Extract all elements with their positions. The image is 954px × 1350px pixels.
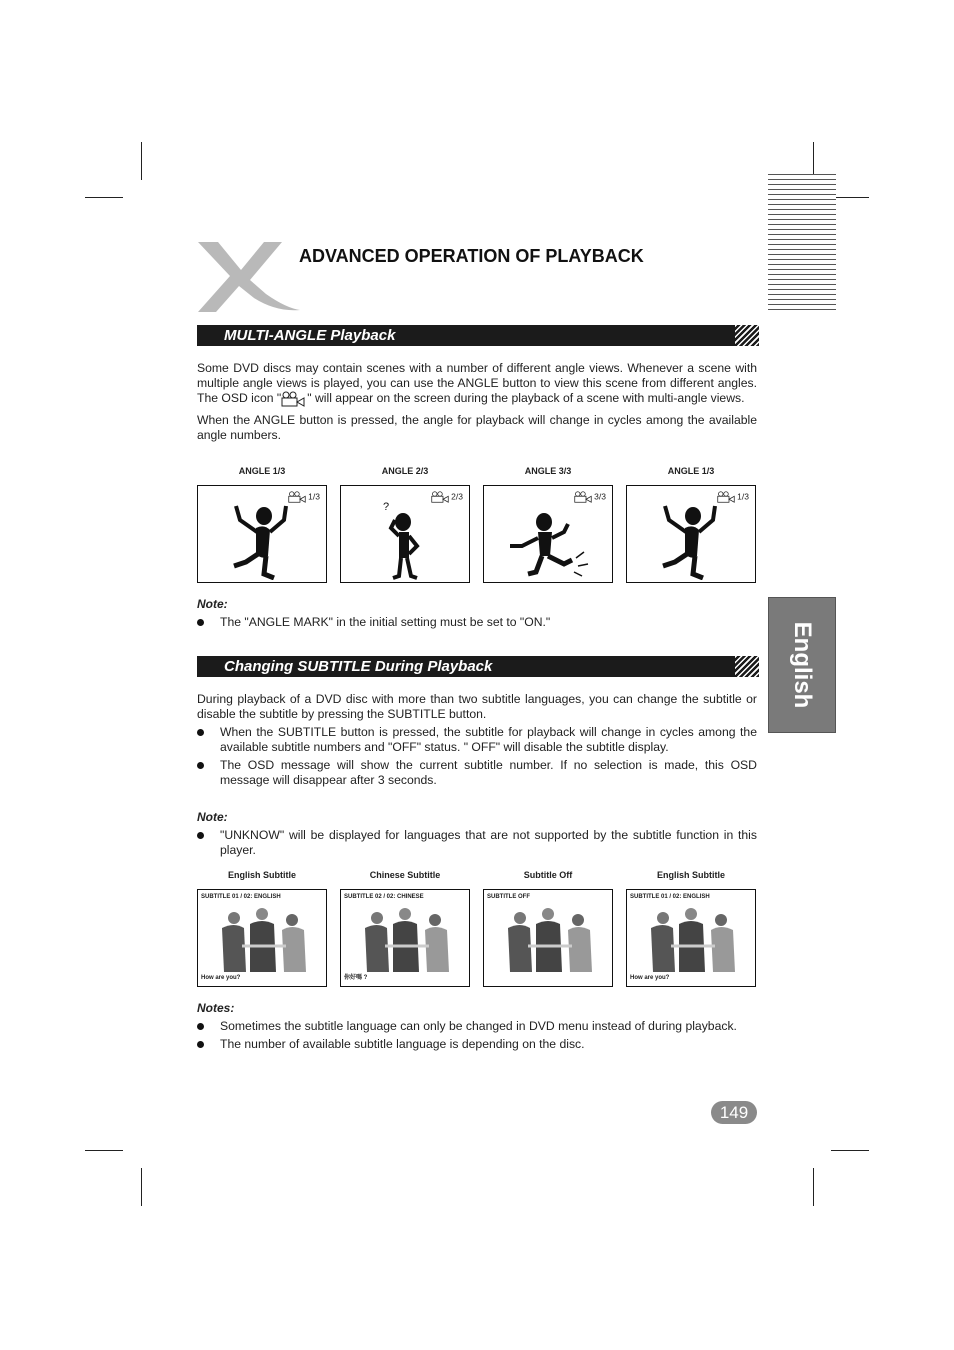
note-text: The number of available subtitle language is depending on the disc.: [220, 1037, 585, 1051]
angle-frame-2: [340, 485, 470, 583]
dancing-figure-illustration: [226, 500, 296, 580]
subtitle-frame-1: [197, 889, 327, 987]
bullet-icon: [197, 762, 204, 769]
multi-angle-intro: [197, 361, 757, 407]
angle-caption-2: ANGLE 2/3: [381, 466, 429, 476]
bullet-icon: [197, 1041, 204, 1048]
angle-caption-3: ANGLE 3/3: [524, 466, 572, 476]
section-title: Changing SUBTITLE During Playback: [224, 658, 493, 675]
angle-osd-value: 1/3: [737, 491, 749, 502]
subtitle-caption-3: Subtitle Off: [523, 870, 573, 880]
camera-angle-icon: [281, 391, 305, 407]
subtitle-text: How are you?: [630, 975, 670, 981]
crop-mark: [85, 1150, 123, 1151]
bullet-icon: [197, 1023, 204, 1030]
note-heading: Note:: [197, 810, 228, 824]
svg-text:?: ?: [383, 501, 390, 513]
subtitle-intro: During playback of a DVD disc with more than two subtitle languages, you can change the subtitle or disable the subtitle by pressing the SUBTITLE button.: [197, 692, 757, 721]
bullet-icon: [197, 729, 204, 736]
angle-osd-value: 1/3: [308, 491, 320, 502]
decorative-stripes: [768, 174, 836, 312]
angle-osd-value: 3/3: [594, 491, 606, 502]
subtitle-osd: SUBTITLE OFF: [487, 894, 530, 900]
notes-heading: Notes:: [197, 1001, 235, 1015]
crop-mark: [141, 1168, 142, 1206]
business-handshake-illustration: [643, 906, 743, 972]
multi-angle-para1-a: Some DVD discs may contain scenes with a number of different angle views. Whenever a scene with multiple angle views is played, you can use the ANGLE button to view this scene from different angles.: [197, 361, 757, 390]
business-handshake-illustration: [357, 906, 457, 972]
decorative-pattern: [735, 656, 759, 677]
note-item: [197, 1019, 757, 1034]
language-tab-label: English: [789, 621, 816, 709]
subtitle-caption-4: English Subtitle: [656, 870, 725, 880]
multi-angle-para1-b1: The OSD icon ": [197, 391, 282, 406]
bullet-icon: [197, 619, 204, 626]
note-text: Sometimes the subtitle language can only be changed in DVD menu instead of during playback.: [220, 1019, 737, 1033]
page-number: 149: [711, 1101, 757, 1124]
multi-angle-para2: When the ANGLE button is pressed, the angle for playback will change in cycles among the available angle numbers.: [197, 413, 757, 442]
angle-caption-4: ANGLE 1/3: [667, 466, 715, 476]
subtitle-frame-3: [483, 889, 613, 987]
angle-frame-1: [197, 485, 327, 583]
list-item: [197, 725, 757, 755]
brand-logo-x-icon: [196, 240, 302, 314]
angle-frame-4: [626, 485, 756, 583]
subtitle-osd: SUBTITLE 01 / 02: ENGLISH: [201, 894, 281, 900]
subtitle-frame-4: [626, 889, 756, 987]
crop-mark: [831, 1150, 869, 1151]
crop-mark: [141, 142, 142, 180]
subtitle-text: How are you?: [201, 975, 241, 981]
section-title: MULTI-ANGLE Playback: [224, 327, 396, 344]
page-title: ADVANCED OPERATION OF PLAYBACK: [299, 246, 644, 266]
crop-mark: [813, 1168, 814, 1206]
crop-mark: [85, 197, 123, 198]
business-handshake-illustration: [214, 906, 314, 972]
angle-caption-1: ANGLE 1/3: [238, 466, 286, 476]
angle-frame-3: [483, 485, 613, 583]
subtitle-osd: SUBTITLE 02 / 02: CHINESE: [344, 894, 424, 900]
subtitle-caption-1: English Subtitle: [227, 870, 296, 880]
list-item: [197, 758, 757, 788]
crop-mark: [831, 197, 869, 198]
list-item-text: When the SUBTITLE button is pressed, the subtitle for playback will change in cycles among the available subtitle numbers and "OFF" status. " OFF" will disable the subtitle display.: [220, 725, 757, 754]
section-header-multi-angle: [197, 325, 759, 346]
language-tab: [768, 597, 836, 733]
decorative-pattern: [735, 325, 759, 346]
note-item: [197, 1037, 757, 1052]
bullet-icon: [197, 832, 204, 839]
subtitle-frame-2: [340, 889, 470, 987]
list-item-text: The OSD message will show the current subtitle number. If no selection is made, this OSD message will disappear after 3 seconds.: [220, 758, 757, 787]
note-item: [197, 615, 757, 630]
subtitle-caption-2: Chinese Subtitle: [369, 870, 441, 880]
note-heading: Note:: [197, 597, 228, 611]
kicking-figure-illustration: [506, 502, 596, 580]
multi-angle-para1-b2: " will appear on the screen during the playback of a scene with multi-angle views.: [307, 391, 745, 406]
angle-osd-value: 2/3: [451, 491, 463, 502]
section-header-subtitle: [197, 656, 759, 677]
dancing-figure-illustration: [655, 500, 725, 580]
note-text: The "ANGLE MARK" in the initial setting must be set to "ON.": [220, 615, 551, 629]
subtitle-osd: SUBTITLE 01 / 02: ENGLISH: [630, 894, 710, 900]
business-handshake-illustration: [500, 906, 600, 972]
note-text: "UNKNOW" will be displayed for languages that are not supported by the subtitle function in this player.: [220, 828, 757, 857]
subtitle-text: 你好嗎 ?: [344, 975, 368, 981]
thinking-figure-illustration: [377, 498, 437, 580]
note-item: [197, 828, 757, 858]
